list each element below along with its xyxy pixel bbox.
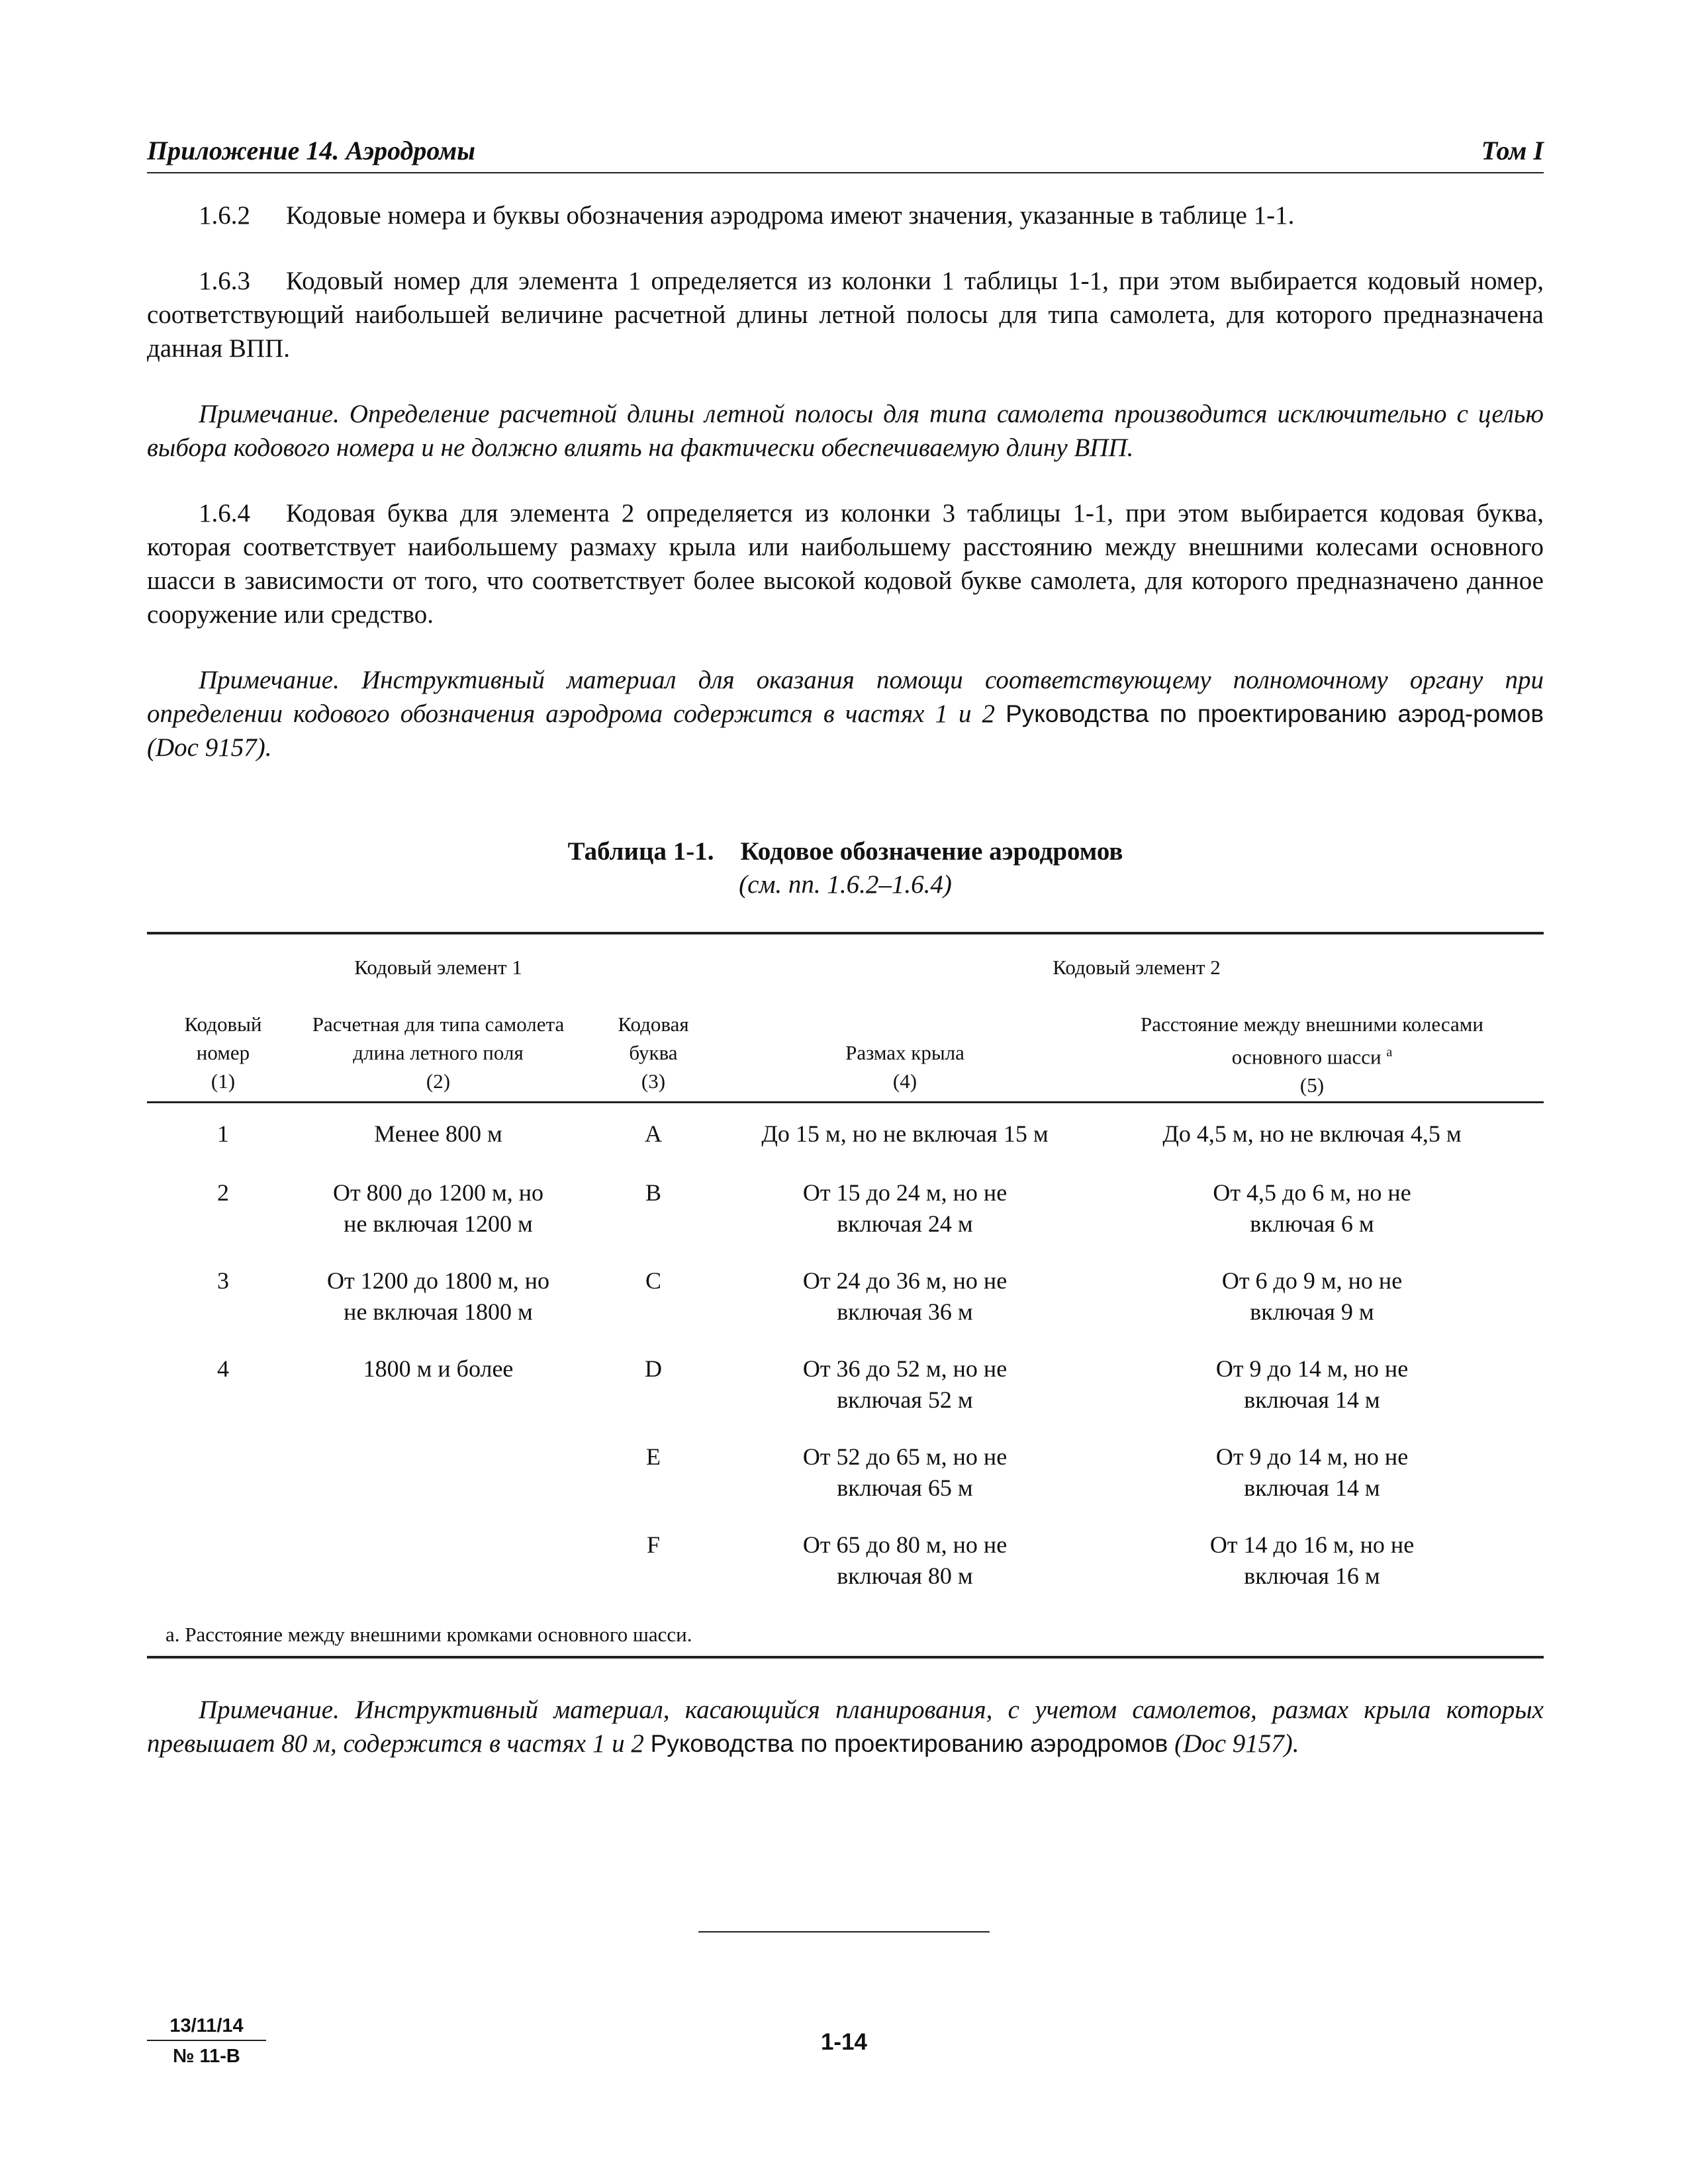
cell-code-letter: A: [645, 1120, 662, 1147]
footer-date: 13/11/14: [169, 2015, 244, 2036]
cell-field-length: [299, 1118, 577, 1150]
column-header-number: (2): [426, 1069, 451, 1093]
cell-line: От 9 до 14 м, но не: [1215, 1443, 1409, 1470]
paragraph-number: 1.6.2: [199, 201, 250, 230]
cell-gear-span: [1080, 1118, 1544, 1150]
column-header-number: (4): [892, 1069, 917, 1093]
cell-line: От 14 до 16 м, но не: [1209, 1531, 1415, 1558]
footer-amendment: № 11-B: [173, 2046, 240, 2067]
cell-line: включая 36 м: [837, 1298, 973, 1325]
body-text: [147, 199, 1544, 764]
footer-rule: [147, 2040, 266, 2041]
table-subtitle: (см. пп. 1.6.2–1.6.4): [739, 870, 952, 899]
cell-line: От 800 до 1200 м, но: [332, 1179, 544, 1206]
running-header: [147, 135, 1544, 171]
cell-line: включая 14 м: [1244, 1387, 1380, 1413]
cell-line: От 9 до 14 м, но не: [1215, 1355, 1409, 1382]
group-header-element-2: Кодовый элемент 2: [1053, 956, 1221, 979]
paragraph-text: Кодовый номер для элемента 1 определяется из колонки 1 таблицы 1-1, при этом выбирается кодовый номер, соответствующий наибольшей величине расчетной длины летной полосы для типа самолета, для которого предназначена данная ВПП.: [147, 267, 1544, 363]
group-header-element-1: Кодовый элемент 1: [354, 956, 522, 979]
paragraph-number: 1.6.4: [199, 499, 250, 527]
note-3: [147, 1693, 1544, 1760]
cell-line: До 4,5 м, но не включая 4,5 м: [1162, 1120, 1462, 1147]
cell-gear-span: [1080, 1265, 1544, 1328]
paragraph-text: Кодовая буква для элемента 2 определяется из колонки 3 таблицы 1-1, при этом выбирается кодовая буква, которая соответствует наибольшему размаху крыла или наибольшему расстоянию между внешними колесами основного шасси в зависимости от того, что соответствует более высокой кодовой букве самолета, для которого предназначено данное сооружение или средство.: [147, 499, 1544, 629]
document-reference: Руководства по проектированию аэродромов: [650, 1730, 1168, 1757]
cell-line: 1800 м и более: [363, 1355, 514, 1382]
cell-line: включая 16 м: [1244, 1563, 1380, 1589]
column-header-line: Кодовая: [618, 1013, 689, 1036]
cell-code-letter: F: [646, 1531, 661, 1558]
note-1: Примечание. Определение расчетной длины летной полосы для типа самолета производится исключительно с целью выбора кодового номера и не должно влиять на фактически обеспечиваемую длину ВПП.: [147, 400, 1544, 462]
header-rule: [147, 172, 1544, 173]
column-header-number: (1): [211, 1069, 236, 1093]
cell-field-length: [299, 1177, 577, 1240]
cell-line: включая 14 м: [1244, 1475, 1380, 1501]
paragraph-1-6-4: [147, 496, 1544, 631]
cell-code-letter: E: [646, 1443, 661, 1470]
column-header-line: [1080, 1038, 1544, 1071]
cell-line: От 52 до 65 м, но не: [802, 1443, 1008, 1470]
note-text: Примечание. Инструктивный материал, касающийся планирования, с учетом самолетов, размах крыла которых превышает 80 м, содержится в частях 1 и 2: [147, 1696, 1544, 1758]
note-2: [147, 663, 1544, 764]
cell-line: включая 52 м: [837, 1387, 973, 1413]
end-rule: [698, 1931, 990, 1933]
cell-gear-span: [1080, 1353, 1544, 1416]
cell-line: включая 6 м: [1250, 1210, 1374, 1237]
column-header-field-length: [299, 1010, 577, 1095]
column-header-number: (5): [1299, 1073, 1325, 1097]
table-label: Таблица 1-1.: [567, 837, 714, 866]
cell-line: не включая 1200 м: [344, 1210, 533, 1237]
cell-line: От 15 до 24 м, но не: [802, 1179, 1008, 1206]
cell-wingspan: [729, 1177, 1080, 1240]
cell-code-number: 4: [217, 1355, 229, 1382]
cell-line: От 4,5 до 6 м, но не: [1213, 1179, 1411, 1206]
cell-code-letter: B: [645, 1179, 661, 1206]
column-header-number: (3): [641, 1069, 666, 1093]
cell-line: До 15 м, но не включая 15 м: [761, 1120, 1049, 1147]
cell-line: От 36 до 52 м, но не: [802, 1355, 1008, 1382]
cell-line: включая 9 м: [1250, 1298, 1374, 1325]
cell-wingspan: [729, 1118, 1080, 1150]
table-title: [147, 835, 1544, 868]
paragraph-1-6-2: [147, 199, 1544, 232]
footer-amendment-block: [147, 2015, 266, 2068]
cell-gear-span: [1080, 1529, 1544, 1592]
cell-gear-span: [1080, 1441, 1544, 1504]
note-text: Примечание. Инструктивный материал для оказания помощи соответствующему полномочному органу при определении кодового обозначения аэродрома содержится в частях 1 и 2: [147, 666, 1544, 728]
cell-line: Менее 800 м: [374, 1120, 502, 1147]
column-header-line: Расчетная для типа самолета: [312, 1013, 565, 1036]
paragraph-1-6-3: [147, 264, 1544, 365]
page-number: 1-14: [820, 2029, 868, 2055]
column-header-text: основного шасси: [1231, 1045, 1382, 1069]
cell-code-number: 2: [217, 1179, 229, 1206]
column-header-line: Размах крыла: [845, 1041, 964, 1064]
column-header-code-letter: [577, 1010, 729, 1095]
column-header-line: длина летного поля: [353, 1041, 524, 1064]
cell-line: От 24 до 36 м, но не: [802, 1267, 1008, 1294]
cell-line: включая 24 м: [837, 1210, 973, 1237]
cell-line: От 65 до 80 м, но не: [802, 1531, 1008, 1558]
header-title: Приложение 14. Аэродромы: [147, 136, 476, 165]
table-caption: [147, 835, 1544, 901]
cell-code-number: 1: [217, 1120, 229, 1147]
table-header-rule: [147, 1101, 1544, 1103]
cell-line: включая 65 м: [837, 1475, 973, 1501]
cell-code-letter: C: [645, 1267, 661, 1294]
cell-code-number: 3: [217, 1267, 229, 1294]
table-bottom-rule: [147, 1656, 1544, 1659]
doc-number: (Doc 9157).: [1168, 1729, 1299, 1758]
column-header-line: Расстояние между внешними колесами: [1140, 1013, 1483, 1036]
table-footnote: a. Расстояние между внешними кромками основного шасси.: [165, 1623, 692, 1646]
paragraph-number: 1.6.3: [199, 267, 250, 295]
doc-number: (Doc 9157).: [147, 733, 272, 762]
cell-line: От 1200 до 1800 м, но: [326, 1267, 550, 1294]
column-header-line: номер: [196, 1041, 250, 1064]
cell-wingspan: [729, 1353, 1080, 1416]
cell-field-length: [299, 1353, 577, 1385]
cell-wingspan: [729, 1265, 1080, 1328]
column-header-code-number: [147, 1010, 299, 1095]
cell-line: включая 80 м: [837, 1563, 973, 1589]
header-volume: Том I: [1481, 136, 1544, 165]
paragraph-text: Кодовые номера и буквы обозначения аэродрома имеют значения, указанные в таблице 1-1.: [286, 201, 1295, 230]
cell-wingspan: [729, 1441, 1080, 1504]
cell-code-letter: D: [645, 1355, 662, 1382]
cell-field-length: [299, 1265, 577, 1328]
document-reference: Руководства по проектированию аэрод-ромов: [1006, 700, 1544, 727]
cell-gear-span: [1080, 1177, 1544, 1240]
column-header-line: буква: [629, 1041, 678, 1064]
cell-wingspan: [729, 1529, 1080, 1592]
table-top-rule: [147, 932, 1544, 934]
table-title-text: Кодовое обозначение аэродромов: [740, 837, 1123, 866]
cell-line: От 6 до 9 м, но не: [1221, 1267, 1403, 1294]
column-header-line: Кодовый: [184, 1013, 262, 1036]
cell-line: не включая 1800 м: [344, 1298, 533, 1325]
footnote-marker: a: [1386, 1045, 1393, 1060]
column-header-gear-span: [1080, 1010, 1544, 1099]
column-header-wingspan: [729, 1038, 1080, 1095]
note-3-block: [147, 1693, 1544, 1760]
